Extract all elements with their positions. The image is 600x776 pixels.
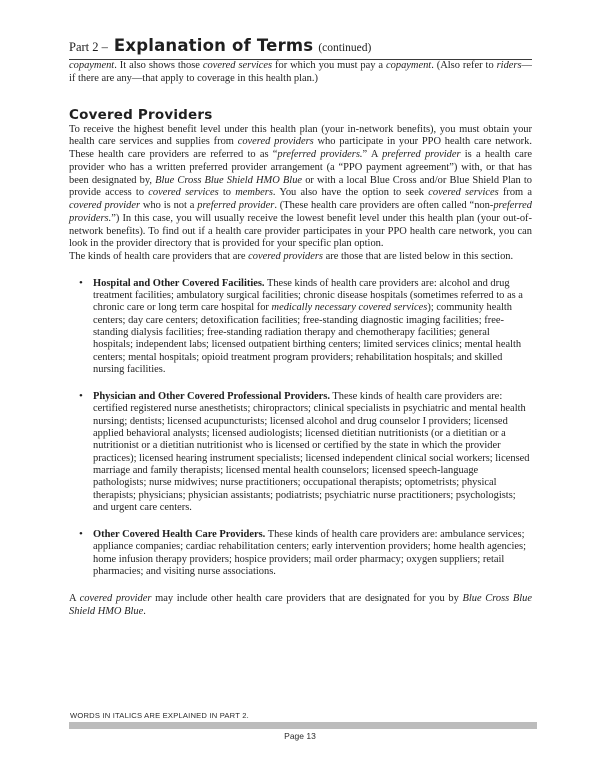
footer-divider-bar <box>69 722 537 729</box>
section-lead-paragraph: To receive the highest benefit level under this health plan (your in-network benefits), you must obtain your health care services and supplies from covered providers who participate in your PPO health care network. These health care providers are referred to as “preferred providers.” A preferred provider is a health care provider who has a written preferred provider arrangement (a “PPO payment agreement”) with, or that has been designated by, Blue Cross Blue Shield HMO Blue or with a local Blue Cross and/or Blue Shield Plan to provide access to covered services to members. You also have the option to seek covered services from a covered provider who is not a preferred provider. (These health care providers are often called “non-preferred providers.”) In this case, you will usually receive the lowest benefit level under this health plan (your out-of-network benefits). To find out if a health care provider participates in your PPO health care network, you can look in the provider directory that is provided for your specific plan option. <box>69 123 532 250</box>
header-part-label: Part 2 – <box>69 40 108 54</box>
page-header <box>69 36 532 55</box>
page-content <box>69 36 532 619</box>
covered-providers-list <box>69 278 532 579</box>
intro-paragraph: copayment. It also shows those covered services for which you must pay a copayment. (Also refer to riders—if there are any—that apply to coverage in this health plan.) <box>69 60 532 84</box>
bullet-icon: • <box>79 390 83 403</box>
list-item-hospital-facilities <box>69 278 532 376</box>
section-heading: Covered Providers <box>69 106 213 123</box>
closing-paragraph: A covered provider may include other health care providers that are designated for you by Blue Cross Blue Shield HMO Blue. <box>69 593 532 618</box>
list-item-text: Physician and Other Covered Professional Providers. These kinds of health care providers are: certified registered nurse anesthetists; chiropractors; clinical specialists in psychiatric and mental health nursing; dentists; licensed acupuncturists; licensed alcohol and drug counselor I providers; licensed applied behavioral analysts; licensed audiologists; licensed dietitian nutritionists (or a dietitian or a nutritionist or a dietitian nutritionist who is licensed or certified by the state in which the provider practices); licensed hearing instrument specialists; licensed independent clinical social workers; licensed marriage and family therapists; licensed mental health counselors; licensed speech-language pathologists; nurse midwives; nurse practitioners; occupational therapists; optometrists; physical therapists; physicians; physician assistants; podiatrists; psychiatric nurse practitioners; psychologists; and urgent care centers. <box>93 391 530 513</box>
list-item-other-providers <box>69 529 532 578</box>
header-title: Explanation of Terms <box>113 36 314 55</box>
footer-italics-note: WORDS IN ITALICS ARE EXPLAINED IN PART 2. <box>70 711 249 720</box>
bullet-icon: • <box>79 528 83 541</box>
list-item-physician-providers <box>69 391 532 514</box>
bullet-icon: • <box>79 276 83 289</box>
header-continued-label: (continued) <box>318 42 372 54</box>
page-number: Page 13 <box>284 731 316 741</box>
kinds-paragraph: The kinds of health care providers that are covered providers are those that are listed below in this section. <box>69 251 514 262</box>
list-item-text: Hospital and Other Covered Facilities. These kinds of health care providers are: alcohol and drug treatment facilities; ambulatory surgical facilities; chronic disease hospitals (sometimes referred to as a chronic care or long term care hospital for medically necessary covered services); community health centers; day care centers; detoxification facilities; free-standing diagnostic imaging facilities; free-standing dialysis facilities; free-standing radiation therapy and chemotherapy facilities; general hospitals; independent labs; licensed outpatient birthing centers; limited services clinics; mental health centers; mental hospitals; opioid treatment program providers; rehabilitation hospitals; and skilled nursing facilities. <box>93 277 523 375</box>
list-item-text: Other Covered Health Care Providers. These kinds of health care providers are: ambulance services; appliance companies; cardiac rehabilitation centers; early intervention providers; home health agencies; home infusion therapy providers; hospice providers; mail order pharmacy; oxygen suppliers; retail pharmacies; and visiting nurse associations. <box>93 529 526 577</box>
